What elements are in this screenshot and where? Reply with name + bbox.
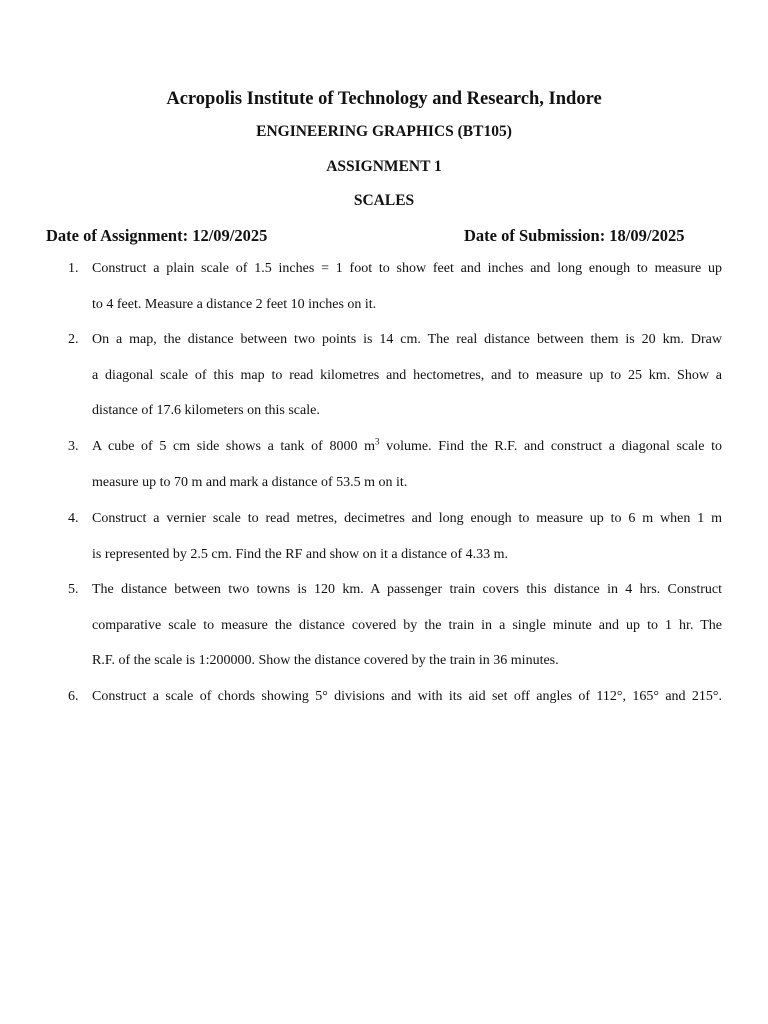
question-line: distance of 17.6 kilometers on this scale. (92, 403, 320, 418)
question-text (92, 679, 722, 715)
superscript-cube: 3 (375, 436, 380, 447)
question-line: The distance between two towns is 120 km. A passenger train covers this distance in 4 hrs. Construct (92, 582, 722, 597)
question-text (92, 501, 722, 572)
question-number: 1. (68, 261, 79, 276)
question-text (92, 251, 722, 322)
question-line: measure up to 70 m and mark a distance of 53.5 m on it. (92, 474, 408, 490)
assignment-title: ASSIGNMENT 1 (326, 158, 442, 175)
question-text (92, 572, 722, 679)
question-line: R.F. of the scale is 1:200000. Show the distance covered by the train in 36 minutes. (92, 653, 559, 668)
course-title: ENGINEERING GRAPHICS (BT105) (256, 123, 512, 140)
assignment-date: Date of Assignment: 12/09/2025 (46, 226, 268, 245)
question-number: 2. (68, 332, 79, 347)
question-number: 5. (68, 582, 79, 597)
question-text (92, 322, 722, 429)
question-line (92, 429, 722, 465)
question-line: Construct a scale of chords showing 5° divisions and with its aid set off angles of 112°, 165° and 215°. (92, 689, 722, 704)
question-number: 6. (68, 689, 79, 704)
topic-title: SCALES (353, 192, 415, 209)
question-line: Construct a plain scale of 1.5 inches = 1 foot to show feet and inches and long enough to measure up (92, 261, 722, 276)
question-line-part: A cube of 5 cm side shows a tank of 8000 m (92, 439, 375, 454)
question-line: Construct a vernier scale to read metres, decimetres and long enough to measure up to 6 m when 1 m (92, 511, 722, 526)
institute-title: Acropolis Institute of Technology and Research, Indore (166, 89, 602, 109)
question-line: is represented by 2.5 cm. Find the RF and show on it a distance of 4.33 m. (92, 546, 509, 562)
question-line: a diagonal scale of this map to read kilometres and hectometres, and to measure up to 25 km. Show a (92, 367, 722, 383)
question-line: to 4 feet. Measure a distance 2 feet 10 inches on it. (92, 296, 377, 312)
question-number: 4. (68, 511, 79, 526)
question-text (92, 429, 722, 500)
question-line: comparative scale to measure the distance covered by the train in a single minute and up to 1 hr. The (92, 617, 722, 633)
question-line: On a map, the distance between two points is 14 cm. The real distance between them is 20 km. Draw (92, 332, 722, 347)
submission-date: Date of Submission: 18/09/2025 (464, 226, 685, 245)
question-line-part: volume. Find the R.F. and construct a diagonal scale to (379, 439, 722, 454)
question-number: 3. (68, 439, 79, 454)
